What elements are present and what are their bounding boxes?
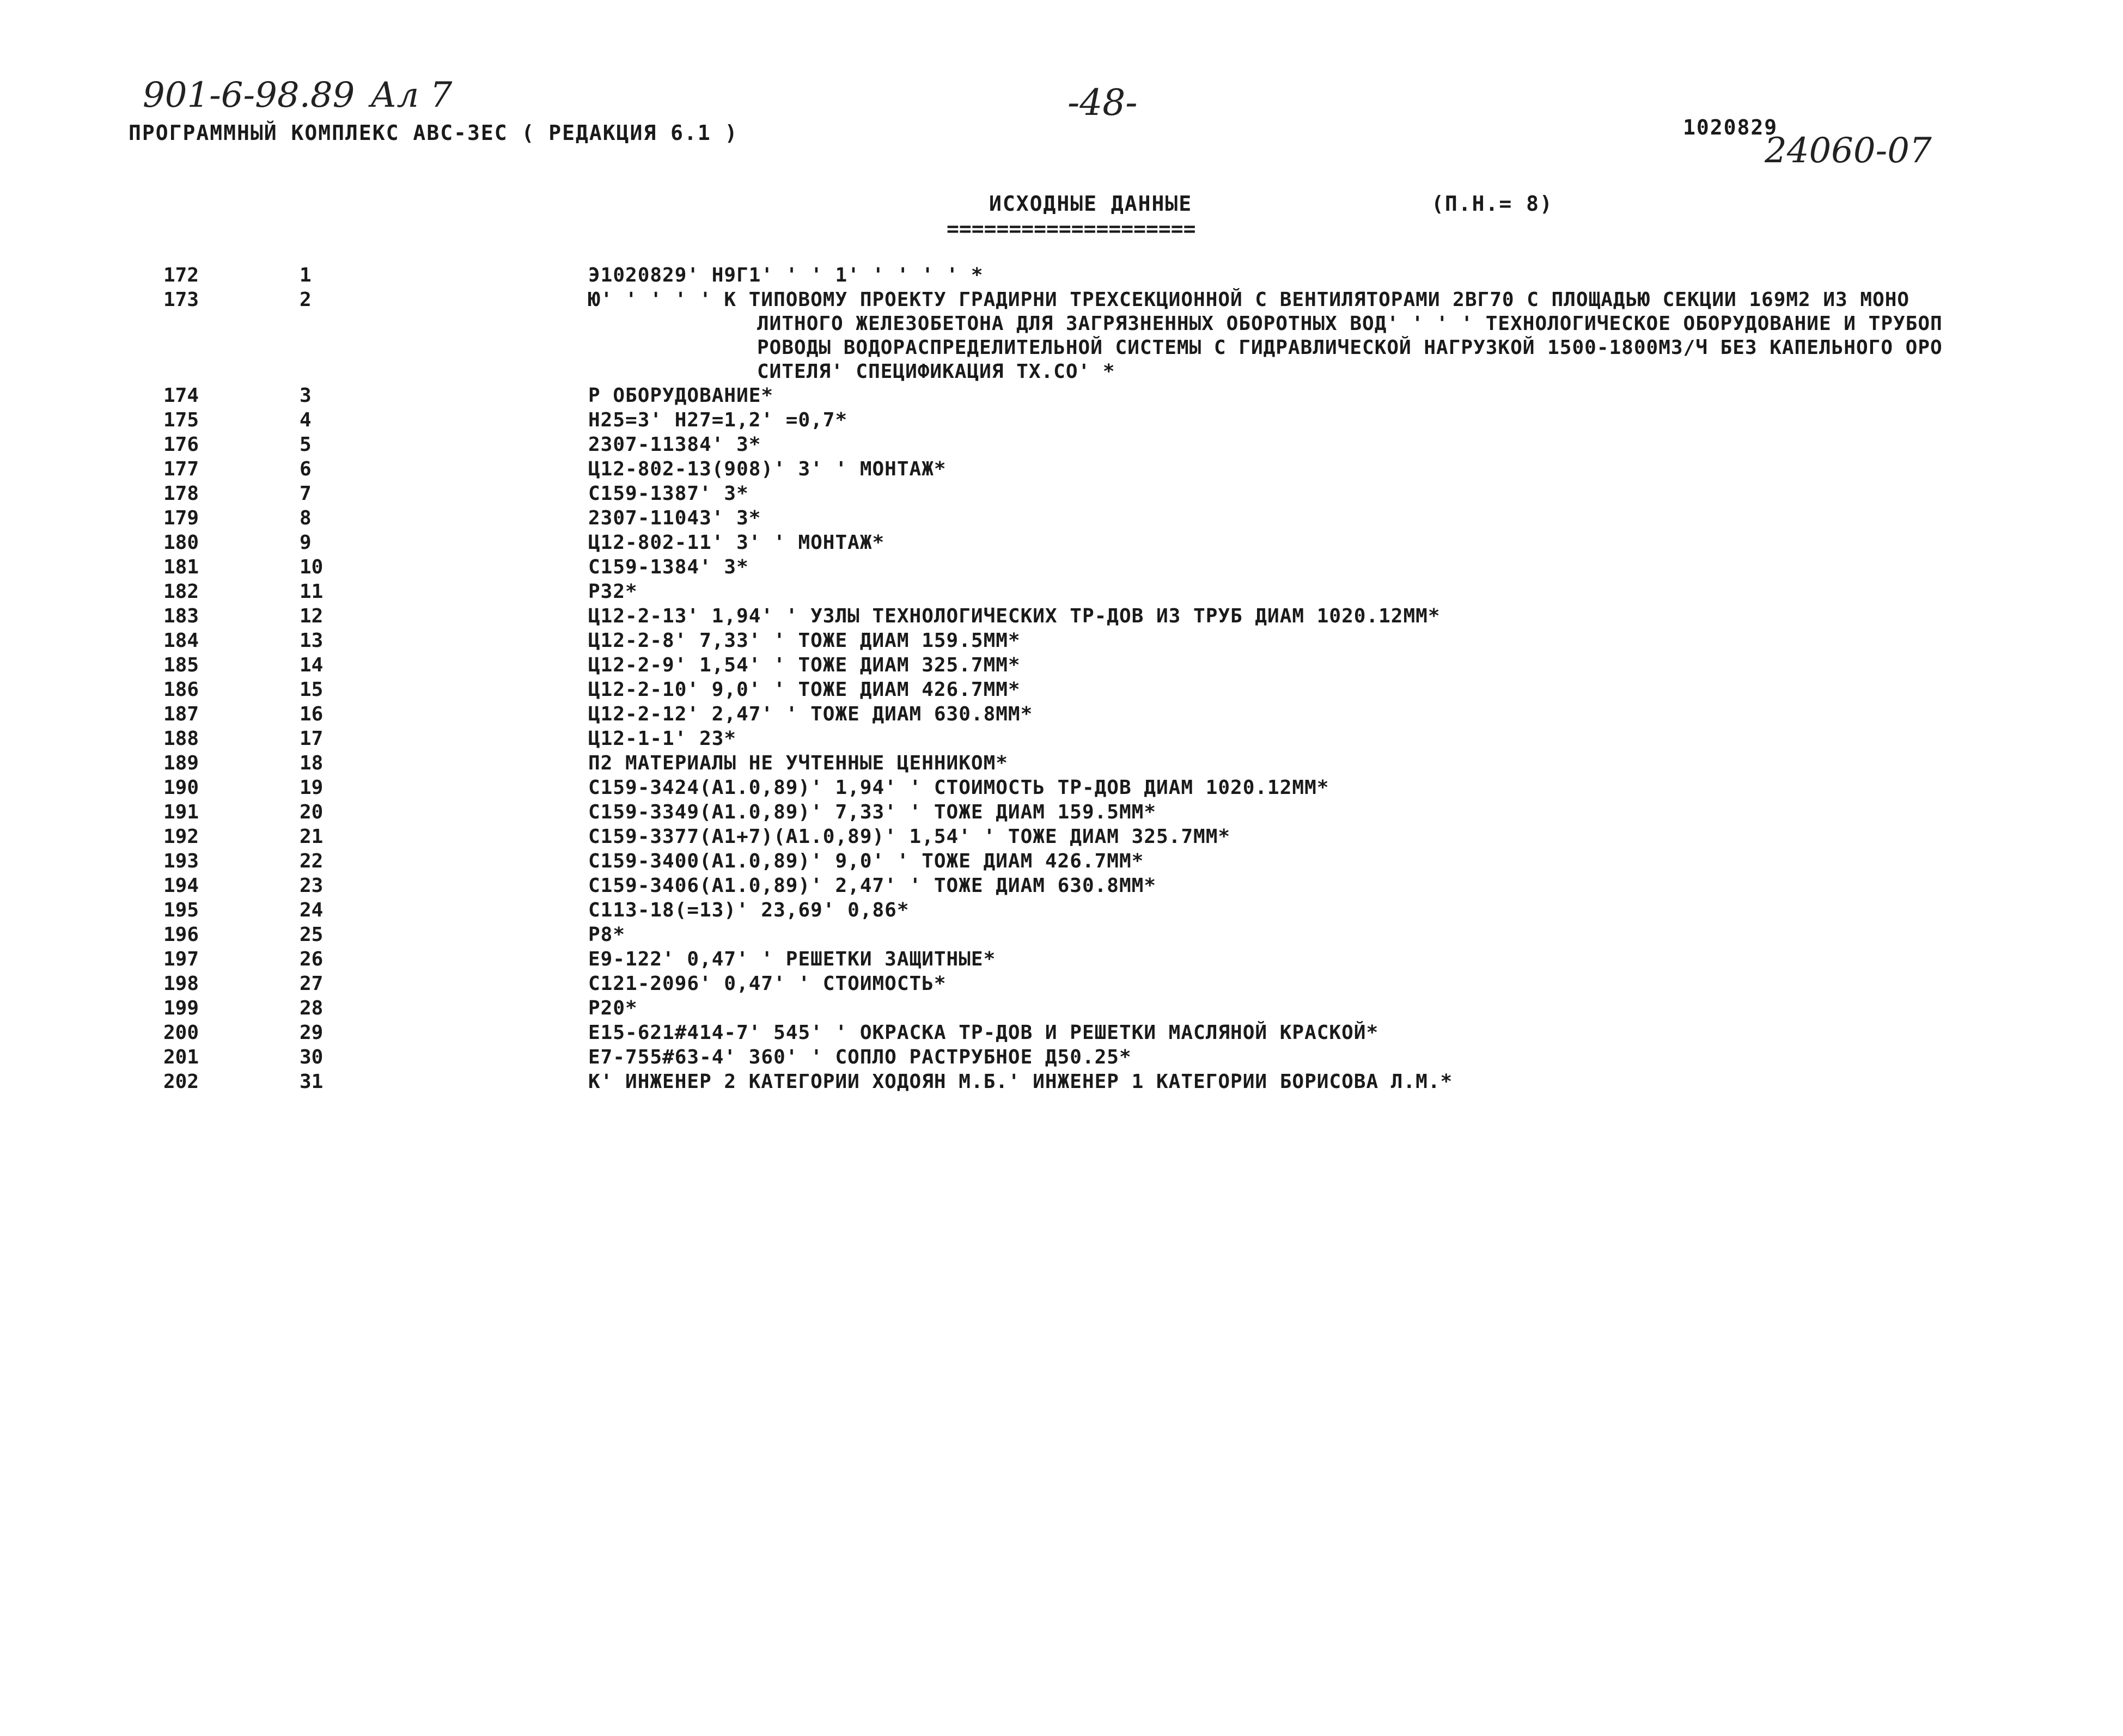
row-text (588, 727, 2123, 751)
row-text (588, 923, 2123, 947)
row-line-number: 12 (300, 605, 324, 627)
row-line-number: 30 (300, 1046, 324, 1068)
handwritten-sheet-mark: Ал 7 (370, 75, 453, 115)
row-text-main: Ц12-2-8' 7,33' ' ТОЖЕ ДИАМ 159.5ММ* (588, 629, 1021, 652)
row-line-number: 9 (300, 531, 312, 554)
row-text-main: С159-3400(А1.0,89)' 9,0' ' ТОЖЕ ДИАМ 426.7ММ* (588, 850, 1144, 872)
listing-row (0, 408, 2123, 433)
row-line-number: 22 (300, 850, 324, 872)
listing-row (0, 1046, 2123, 1070)
row-sequence-number: 198 (163, 973, 199, 995)
row-sequence-number: 199 (163, 997, 199, 1019)
listing-row (0, 555, 2123, 580)
row-text-main: Ц12-2-9' 1,54' ' ТОЖЕ ДИАМ 325.7ММ* (588, 654, 1021, 676)
row-text (588, 433, 2123, 457)
program-title: ПРОГРАММНЫЙ КОМПЛЕКС АВС-3ЕС ( РЕДАКЦИЯ 6.1 ) (129, 121, 739, 145)
listing-row (0, 482, 2123, 506)
row-sequence-number: 202 (163, 1071, 199, 1093)
row-line-number: 3 (300, 384, 312, 407)
row-text-main: Е9-122' 0,47' ' РЕШЕТКИ ЗАЩИТНЫЕ* (588, 948, 996, 970)
row-text-main: С159-3406(А1.0,89)' 2,47' ' ТОЖЕ ДИАМ 630.8ММ* (588, 875, 1156, 897)
listing-row (0, 702, 2123, 727)
row-sequence-number: 192 (163, 826, 199, 848)
listing-row (0, 874, 2123, 898)
row-line-number: 10 (300, 556, 324, 578)
row-text-main: С121-2096' 0,47' ' СТОИМОСТЬ* (588, 973, 947, 995)
listing-row (0, 898, 2123, 923)
row-line-number: 29 (300, 1022, 324, 1044)
row-text-main: К' ИНЖЕНЕР 2 КАТЕГОРИИ ХОДОЯН М.Б.' ИНЖЕНЕР 1 КАТЕГОРИИ БОРИСОВА Л.М.* (588, 1071, 1453, 1093)
listing-row (0, 751, 2123, 776)
row-text (588, 800, 2123, 824)
listing-row (0, 1070, 2123, 1095)
listing-row (0, 678, 2123, 702)
row-line-number: 19 (300, 777, 324, 799)
row-sequence-number: 193 (163, 850, 199, 872)
row-line-number: 11 (300, 580, 324, 603)
row-text (588, 531, 2123, 555)
row-line-number: 2 (300, 289, 312, 311)
row-line-number: 13 (300, 629, 324, 652)
row-line-number: 14 (300, 654, 324, 676)
row-line-number: 17 (300, 728, 324, 750)
row-text (588, 702, 2123, 726)
row-text (588, 408, 2123, 432)
section-underline: ==================== (947, 217, 1196, 241)
row-text (588, 555, 2123, 579)
row-sequence-number: 176 (163, 433, 199, 456)
row-text-main: С159-1387' 3* (588, 482, 749, 505)
row-sequence-number: 177 (163, 458, 199, 480)
row-sequence-number: 180 (163, 531, 199, 554)
row-text (588, 653, 2123, 677)
listing-row (0, 433, 2123, 457)
row-sequence-number: 196 (163, 924, 199, 946)
listing-row (0, 1021, 2123, 1046)
row-sequence-number: 182 (163, 580, 199, 603)
row-text (588, 751, 2123, 775)
listing-row (0, 849, 2123, 874)
row-text (588, 874, 2123, 898)
row-text-main: С159-1384' 3* (588, 556, 749, 578)
row-text (588, 1046, 2123, 1069)
row-text-continuation: СИТЕЛЯ' СПЕЦИФИКАЦИЯ ТХ.СО' * (757, 360, 1115, 383)
row-text-main: 2307-11043' 3* (588, 507, 761, 529)
row-text-main: Е7-755#63-4' 360' ' СОПЛО РАСТРУБНОЕ Д50.25* (588, 1046, 1132, 1068)
listing-row (0, 288, 2123, 384)
row-line-number: 7 (300, 482, 312, 505)
row-line-number: 6 (300, 458, 312, 480)
row-text-main: С113-18(=13)' 23,69' 0,86* (588, 899, 910, 921)
row-text-main: Э1020829' Н9Г1' ' ' 1' ' ' ' ' * (588, 264, 984, 286)
page-counter: (П.Н.= 8) (1431, 192, 1553, 216)
row-line-number: 4 (300, 409, 312, 431)
row-text (588, 1070, 2123, 1094)
listing-row (0, 776, 2123, 800)
row-line-number: 18 (300, 752, 324, 774)
row-text (588, 825, 2123, 849)
row-sequence-number: 188 (163, 728, 199, 750)
row-text (588, 482, 2123, 506)
row-text-main: П2 МАТЕРИАЛЫ НЕ УЧТЕННЫЕ ЦЕННИКОМ* (588, 752, 1008, 774)
row-line-number: 5 (300, 433, 312, 456)
row-text-main: Ц12-802-13(908)' 3' ' МОНТАЖ* (588, 458, 947, 480)
row-line-number: 26 (300, 948, 324, 970)
row-text-continuation: РОВОДЫ ВОДОРАСПРЕДЕЛИТЕЛЬНОЙ СИСТЕМЫ С ГИДРАВЛИЧЕСКОЙ НАГРУЗКОЙ 1500-1800М3/Ч БЕЗ КАПЕЛЬНОГО ОРО (757, 337, 1943, 359)
row-sequence-number: 178 (163, 482, 199, 505)
row-sequence-number: 173 (163, 289, 199, 311)
row-text (588, 1021, 2123, 1045)
listing-row (0, 653, 2123, 678)
handwritten-document-code: 901-6-98.89 (143, 75, 355, 115)
listing-row (0, 264, 2123, 288)
listing-row (0, 580, 2123, 604)
row-text-main: С159-3424(А1.0,89)' 1,94' ' СТОИМОСТЬ ТР-ДОВ ДИАМ 1020.12ММ* (588, 777, 1329, 799)
row-text-main: Ц12-2-12' 2,47' ' ТОЖЕ ДИАМ 630.8ММ* (588, 703, 1033, 725)
row-sequence-number: 200 (163, 1022, 199, 1044)
row-sequence-number: 183 (163, 605, 199, 627)
row-text-main: Ц12-802-11' 3' ' МОНТАЖ* (588, 531, 885, 554)
row-text (588, 972, 2123, 996)
row-sequence-number: 190 (163, 777, 199, 799)
row-sequence-number: 197 (163, 948, 199, 970)
row-text (588, 898, 2123, 922)
row-sequence-number: 185 (163, 654, 199, 676)
row-text (588, 678, 2123, 702)
row-text-main: Р ОБОРУДОВАНИЕ* (588, 384, 774, 407)
handwritten-archive-number: 24060-07 (1765, 131, 1932, 171)
row-text (588, 506, 2123, 530)
row-text (588, 948, 2123, 971)
row-sequence-number: 174 (163, 384, 199, 407)
row-text-main: Е15-621#414-7' 545' ' ОКРАСКА ТР-ДОВ И РЕШЕТКИ МАСЛЯНОЙ КРАСКОЙ* (588, 1022, 1379, 1044)
row-text (588, 997, 2123, 1020)
row-line-number: 23 (300, 875, 324, 897)
row-sequence-number: 201 (163, 1046, 199, 1068)
row-sequence-number: 194 (163, 875, 199, 897)
row-line-number: 31 (300, 1071, 324, 1093)
row-sequence-number: 186 (163, 678, 199, 701)
listing-row (0, 457, 2123, 482)
listing-row (0, 506, 2123, 531)
listing-row (0, 629, 2123, 653)
input-data-listing (0, 264, 2123, 1095)
row-text (588, 604, 2123, 628)
row-text (588, 580, 2123, 604)
row-text-continuation: ЛИТНОГО ЖЕЛЕЗОБЕТОНА ДЛЯ ЗАГРЯЗНЕННЫХ ОБОРОТНЫХ ВОД' ' ' ' ТЕХНОЛОГИЧЕСКОЕ ОБОРУДОВАНИЕ И ТРУБОП (757, 313, 1943, 335)
listing-row (0, 384, 2123, 408)
row-sequence-number: 184 (163, 629, 199, 652)
row-line-number: 24 (300, 899, 324, 921)
row-text-main: Р20* (588, 997, 638, 1019)
listing-row (0, 997, 2123, 1021)
row-text-main: Ц12-2-10' 9,0' ' ТОЖЕ ДИАМ 426.7ММ* (588, 678, 1021, 701)
listing-row (0, 948, 2123, 972)
row-line-number: 20 (300, 801, 324, 823)
row-text-main: Н25=3' Н27=1,2' =0,7* (588, 409, 848, 431)
listing-row (0, 825, 2123, 849)
row-text (588, 629, 2123, 653)
row-line-number: 16 (300, 703, 324, 725)
row-sequence-number: 189 (163, 752, 199, 774)
row-sequence-number: 191 (163, 801, 199, 823)
row-text-main: Р32* (588, 580, 638, 603)
row-text-main: Р8* (588, 924, 626, 946)
row-line-number: 27 (300, 973, 324, 995)
listing-row (0, 972, 2123, 997)
section-title: ИСХОДНЫЕ ДАННЫЕ (989, 192, 1193, 216)
row-sequence-number: 175 (163, 409, 199, 431)
row-sequence-number: 187 (163, 703, 199, 725)
row-text (588, 457, 2123, 481)
row-sequence-number: 195 (163, 899, 199, 921)
listing-row (0, 923, 2123, 948)
row-text-main: С159-3377(А1+7)(А1.0,89)' 1,54' ' ТОЖЕ ДИАМ 325.7ММ* (588, 826, 1231, 848)
row-sequence-number: 181 (163, 556, 199, 578)
row-line-number: 1 (300, 264, 312, 286)
row-line-number: 28 (300, 997, 324, 1019)
handwritten-page-number: -48- (1067, 82, 1138, 124)
row-text-main: Ю' ' ' ' ' К ТИПОВОМУ ПРОЕКТУ ГРАДИРНИ ТРЕХСЕКЦИОННОЙ С ВЕНТИЛЯТОРАМИ 2ВГ70 С ПЛОЩАДЬЮ СЕКЦИИ 169М2 ИЗ МОНО (588, 289, 1910, 311)
row-line-number: 25 (300, 924, 324, 946)
row-text (588, 384, 2123, 408)
listing-row (0, 604, 2123, 629)
row-text (588, 849, 2123, 873)
row-text-main: С159-3349(А1.0,89)' 7,33' ' ТОЖЕ ДИАМ 159.5ММ* (588, 801, 1156, 823)
row-text (588, 264, 2123, 288)
print-code: 1020829 (1683, 115, 1778, 139)
row-line-number: 21 (300, 826, 324, 848)
row-sequence-number: 172 (163, 264, 199, 286)
listing-row (0, 531, 2123, 555)
row-text (588, 288, 2123, 384)
listing-row (0, 800, 2123, 825)
row-text-main: Ц12-1-1' 23* (588, 728, 737, 750)
row-sequence-number: 179 (163, 507, 199, 529)
row-text-main: 2307-11384' 3* (588, 433, 761, 456)
row-text (588, 776, 2123, 800)
row-text-main: Ц12-2-13' 1,94' ' УЗЛЫ ТЕХНОЛОГИЧЕСКИХ ТР-ДОВ ИЗ ТРУБ ДИАМ 1020.12ММ* (588, 605, 1441, 627)
row-line-number: 15 (300, 678, 324, 701)
row-line-number: 8 (300, 507, 312, 529)
listing-row (0, 727, 2123, 751)
